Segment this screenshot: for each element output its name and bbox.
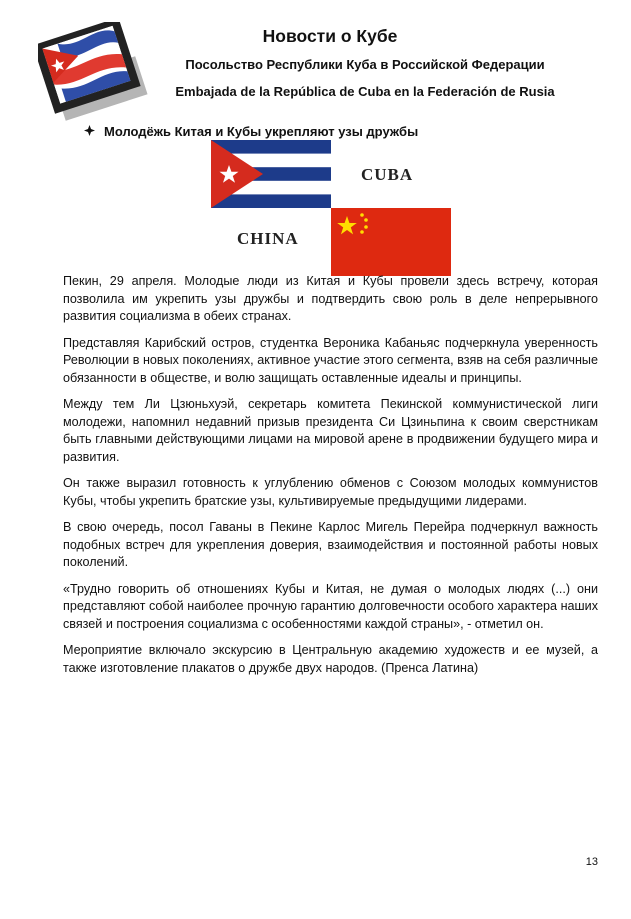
article-headline bbox=[84, 124, 418, 139]
cuba-russia-flag-logo-icon bbox=[38, 22, 148, 122]
article-paragraph: Он также выразил готовность к углублению обменов с Союзом молодых коммунистов Кубы, чтобы укрепить братские узы, культивируемые предыдущими лидерами. bbox=[63, 476, 598, 508]
article-paragraph: Мероприятие включало экскурсию в Центральную академию художеств и ее музей, а также изготовление плакатов о дружбе двух народов. (Пренса Латина) bbox=[63, 643, 598, 675]
subtitle-russian: Посольство Республики Куба в Российской Федерации bbox=[185, 57, 545, 72]
article-paragraph: Пекин, 29 апреля. Молодые люди из Китая и Кубы провели здесь встречу, которая позволила им укрепить узы дружбы и подтвердить свою роль в деле непрерывного развития социализма в обеих странах. bbox=[63, 274, 598, 323]
article-paragraph: «Трудно говорить об отношениях Кубы и Китая, не думая о молодых людях (...) они представляют собой наиболее прочную гарантию долговечности особого характера наших связей и построения социализма с особенностями каждой страны», - отметил он. bbox=[63, 581, 598, 631]
china-flag-icon bbox=[331, 208, 451, 276]
headline-text: Молодёжь Китая и Кубы укрепляют узы дружбы bbox=[104, 124, 419, 139]
article-paragraph: Между тем Ли Цзюньхуэй, секретарь комитета Пекинской коммунистической лиги молодежи, напомнил недавний призыв президента Си Цзиньпина к своим сверстникам быть главными действующими лицами на мировой арене в продвижении будущего мира и развития. bbox=[63, 397, 598, 464]
subtitle-spanish: Embajada de la República de Cuba en la Federación de Rusia bbox=[175, 84, 555, 99]
article-paragraph: Представляя Карибский остров, студентка Вероника Кабаньяс подчеркнула уверенность Революции в новых поколениях, активное участие этого сегмента, взяв на себя различные обязанности в обществе, и волю защищать оставленные идеалы и принципы. bbox=[63, 335, 598, 385]
cuba-label: CUBA bbox=[361, 165, 414, 184]
page-title: Новости о Кубе bbox=[262, 26, 398, 46]
cuba-china-flags-image bbox=[211, 140, 451, 276]
page-number: 13 bbox=[585, 856, 598, 868]
diamond-bullet-icon bbox=[84, 124, 98, 139]
cuba-flag-icon bbox=[211, 140, 331, 208]
article-paragraph: В свою очередь, посол Гаваны в Пекине Карлос Мигель Перейра подчеркнул важность подобных встреч для укрепления доверия, взаимодействия и постоянной работы новых поколений. bbox=[63, 520, 598, 569]
china-label: CHINA bbox=[237, 229, 299, 248]
article-body bbox=[63, 273, 598, 686]
